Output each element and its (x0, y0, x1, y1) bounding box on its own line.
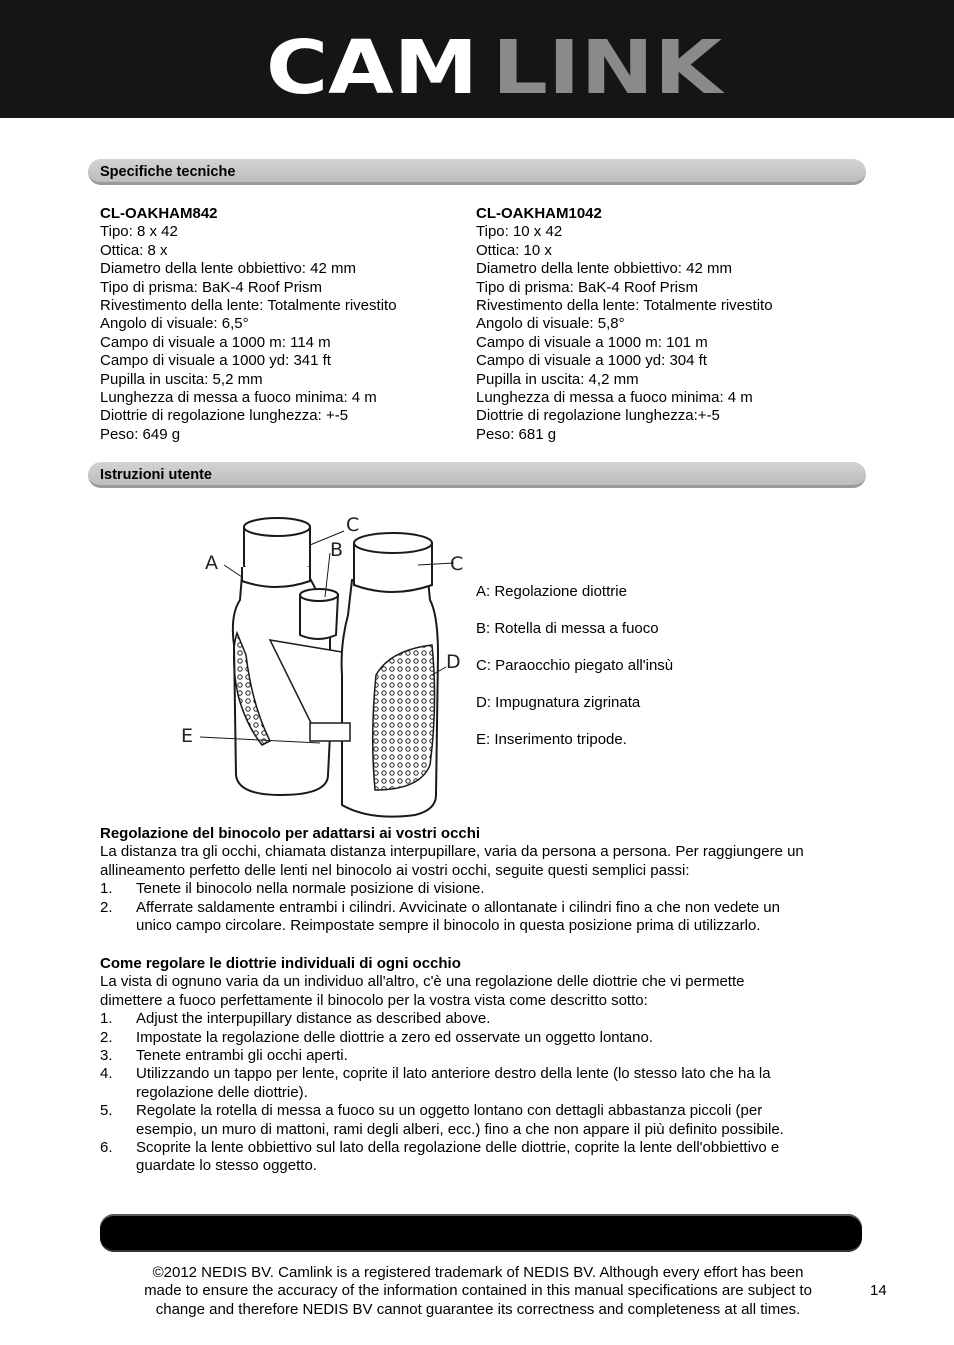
page-header (0, 0, 954, 118)
instructions-section-title: Istruzioni utente (100, 467, 212, 483)
spec-line: Ottica: 8 x (100, 241, 168, 259)
list-item-text: Tenete entrambi gli occhi aperti. (136, 1047, 348, 1065)
diopter-section (100, 955, 860, 1176)
list-item-number: 1. (100, 880, 113, 898)
adjust-section (100, 825, 860, 935)
label-letter-c-right: C (450, 553, 464, 575)
list-item-text: Utilizzando un tappo per lente, coprite il lato anteriore destro della lente (lo stesso lato che ha la (136, 1065, 771, 1083)
label-letter-e: E (181, 725, 194, 747)
spec-line: Diametro della lente obbiettivo: 42 mm (476, 260, 732, 278)
diopter-intro-line: La vista di ognuno varia da un individuo all'altro, c'è una regolazione delle diottrie che vi permette (100, 973, 745, 991)
spec-line: Pupilla in uscita: 4,2 mm (476, 370, 639, 388)
spec-line: Tipo: 10 x 42 (476, 223, 563, 241)
spec-line: Lunghezza di messa a fuoco minima: 4 m (100, 389, 377, 407)
list-item-number: 6. (100, 1139, 113, 1157)
spec-line: Campo di visuale a 1000 yd: 304 ft (476, 352, 707, 370)
footer-line: made to ensure the accuracy of the information contained in this manual specifications are subject to (144, 1282, 812, 1300)
spec-line: Rivestimento della lente: Totalmente rivestito (100, 297, 397, 315)
spec-line: Angolo di visuale: 6,5° (100, 315, 249, 333)
spec-line: Lunghezza di messa a fuoco minima: 4 m (476, 389, 753, 407)
list-item-text: regolazione delle diottrie). (136, 1083, 308, 1101)
spec-line: Campo di visuale a 1000 m: 114 m (100, 333, 331, 351)
list-item-text: Regolate la rotella di messa a fuoco su un oggetto lontano con dettagli abbastanza piccoli (per (136, 1102, 763, 1120)
footer-bar (100, 1214, 862, 1252)
list-item-text: esempio, un muro di mattoni, rami degli alberi, ecc.) fino a che non appare il più definito possibile. (136, 1120, 784, 1138)
list-item-text: unico campo circolare. Reimpostate sempre il binocolo in questa posizione prima di utilizzarlo. (136, 917, 761, 935)
list-item-text: Impostate la regolazione delle diottrie a zero ed osservate un oggetto lontano. (136, 1028, 654, 1046)
right-grip-knurl (373, 645, 435, 790)
list-item-text: Tenete il binocolo nella normale posizione di visione. (136, 880, 485, 898)
list-item (100, 1010, 860, 1028)
spec-column-right (476, 205, 846, 444)
spec-line: Pupilla in uscita: 5,2 mm (100, 370, 263, 388)
list-item-number: 2. (100, 1028, 113, 1046)
footer-line: change and therefore NEDIS BV cannot guarantee its correctness and completeness at all times. (155, 1300, 801, 1318)
label-letter-b: B (330, 539, 344, 561)
binocular-diagram (180, 505, 480, 825)
label-letter-c-left: C (346, 514, 360, 536)
logo-cam: CAM (266, 36, 478, 98)
list-item (100, 1047, 860, 1065)
list-item-text: Adjust the interpupillary distance as described above. (136, 1010, 491, 1028)
list-item (100, 1139, 860, 1176)
adjust-intro-line: allineamento perfetto delle lenti nel binocolo ai vostri occhi, seguite questi semplici passi: (100, 861, 690, 879)
list-item-text: guardate lo stesso oggetto. (136, 1157, 317, 1175)
spec-line: Diottrie di regolazione lunghezza: +-5 (100, 407, 349, 425)
spec-line: Tipo di prisma: BaK-4 Roof Prism (100, 278, 323, 296)
spec-line: Diottrie di regolazione lunghezza:+-5 (476, 407, 720, 425)
spec-line: Angolo di visuale: 5,8° (476, 315, 625, 333)
spec-column-left (100, 205, 470, 444)
legend-item-d: D: Impugnatura zigrinata (476, 694, 641, 711)
adjust-intro-line: La distanza tra gli occhi, chiamata distanza interpupillare, varia da persona a persona. Per raggiungere un (100, 843, 804, 861)
specs-section-title: Specifiche tecniche (100, 164, 236, 180)
spec-line: Peso: 649 g (100, 425, 181, 443)
list-item (100, 1029, 860, 1047)
spec-model-left: CL-OAKHAM842 (100, 205, 218, 222)
legend-item-b: B: Rotella di messa a fuoco (476, 620, 659, 637)
legend-item-e: E: Inserimento tripode. (476, 731, 627, 748)
list-item-text: Scoprite la lente obbiettivo sul lato della regolazione delle diottrie, coprite la lente dell'obbiettivo e (136, 1139, 780, 1157)
footer-copyright (108, 1264, 848, 1319)
label-letter-a: A (205, 552, 218, 574)
spec-line: Diametro della lente obbiettivo: 42 mm (100, 260, 356, 278)
footer-line: ©2012 NEDIS BV. Camlink is a registered trademark of NEDIS BV. Although every effort has been (152, 1264, 804, 1281)
spec-model-right: CL-OAKHAM1042 (476, 205, 602, 222)
spec-line: Campo di visuale a 1000 yd: 341 ft (100, 352, 331, 370)
list-item-number: 4. (100, 1065, 113, 1083)
diopter-intro-line: dimettere a fuoco perfettamente il binocolo per la vostra vista come descritto sotto: (100, 991, 648, 1009)
adjust-heading: Regolazione del binocolo per adattarsi ai vostri occhi (100, 825, 481, 842)
list-item-number: 2. (100, 898, 113, 916)
spec-line: Tipo di prisma: BaK-4 Roof Prism (476, 278, 699, 296)
list-item (100, 899, 860, 936)
list-item (100, 1102, 860, 1139)
camlink-logo (266, 36, 726, 98)
list-item (100, 1065, 860, 1102)
list-item (100, 880, 860, 898)
diagram-legend (476, 583, 673, 768)
logo-link: LINK (492, 36, 726, 98)
spec-line: Peso: 681 g (476, 425, 557, 443)
page-number: 14 (870, 1282, 887, 1299)
legend-item-a: A: Regolazione diottrie (476, 583, 627, 600)
spec-line: Campo di visuale a 1000 m: 101 m (476, 333, 708, 351)
spec-line: Tipo: 8 x 42 (100, 223, 178, 241)
specs-section-bar (88, 159, 866, 185)
legend-item-c: C: Paraocchio piegato all'insù (476, 657, 674, 674)
list-item-number: 5. (100, 1102, 113, 1120)
list-item-text: Afferrate saldamente entrambi i cilindri. Avvicinate o allontanate i cilindri fino a che non vedete un (136, 898, 780, 916)
spec-line: Rivestimento della lente: Totalmente rivestito (476, 297, 773, 315)
diopter-heading: Come regolare le diottrie individuali di ogni occhio (100, 955, 461, 972)
list-item-number: 3. (100, 1047, 113, 1065)
instructions-section-bar (88, 462, 866, 488)
spec-line: Ottica: 10 x (476, 241, 552, 259)
list-item-number: 1. (100, 1010, 113, 1028)
label-letter-d: D (446, 651, 461, 673)
